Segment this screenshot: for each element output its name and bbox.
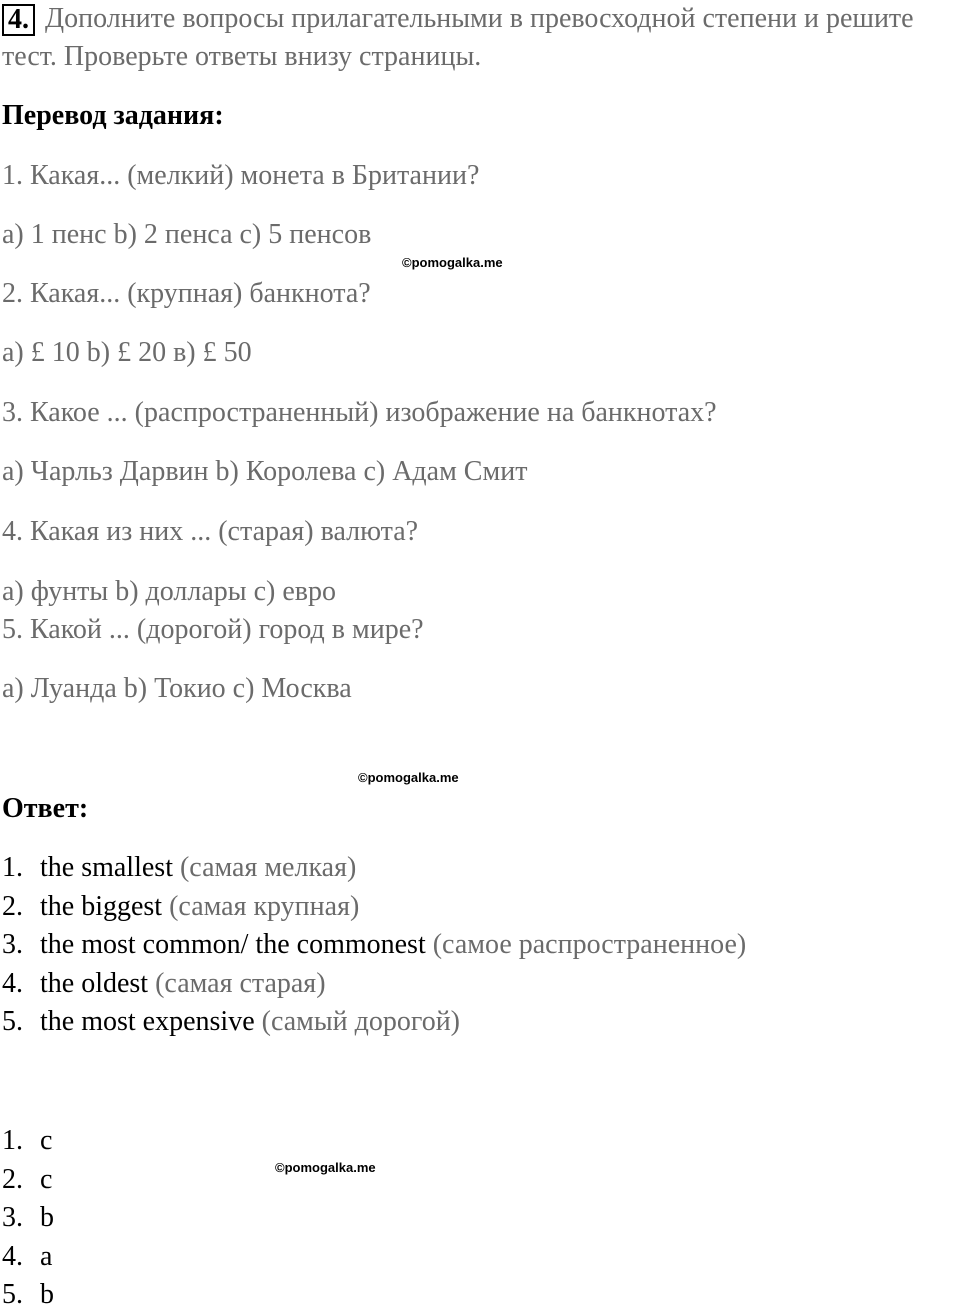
test-answer-item: [2, 1202, 54, 1234]
answer-item: [2, 929, 746, 961]
answer-russian: (самый дорогой): [261, 1006, 461, 1037]
answer-number: 2.: [2, 891, 23, 922]
question-3: 3. Какое ... (распространенный) изображение на банкнотах?: [2, 397, 717, 428]
test-answer-item: [2, 1125, 52, 1157]
test-answer-number: 2.: [2, 1164, 23, 1195]
test-answer-item: [2, 1279, 54, 1311]
task-text-line-2: тест. Проверьте ответы внизу страницы.: [2, 41, 482, 72]
test-answer-value: c: [40, 1125, 53, 1156]
answer-english: the oldest: [40, 968, 149, 999]
question-5: 5. Какой ... (дорогой) город в мире?: [2, 614, 424, 645]
question-1: 1. Какая... (мелкий) монета в Британии?: [2, 160, 480, 191]
test-answer-number: 1.: [2, 1125, 23, 1156]
watermark: ©pomogalka.me: [275, 1160, 376, 1175]
answer-item: [2, 968, 326, 1000]
watermark: ©pomogalka.me: [358, 770, 459, 785]
task-text-line-1: Дополните вопросы прилагательными в превосходной степени и решите: [45, 3, 914, 34]
answer-number: 1.: [2, 852, 23, 883]
answer-english: the smallest: [40, 852, 173, 883]
answer-item: [2, 891, 359, 923]
answer-russian: (самое распространенное): [432, 929, 747, 960]
question-4: 4. Какая из них ... (старая) валюта?: [2, 516, 419, 547]
translation-heading: Перевод задания:: [2, 100, 224, 131]
answer-number: 4.: [2, 968, 23, 999]
test-answer-number: 4.: [2, 1241, 23, 1272]
answer-russian: (самая старая): [155, 968, 326, 999]
answer-english: the most expensive: [40, 1006, 255, 1037]
question-3-options: a) Чарльз Дарвин b) Королева c) Адам Смит: [2, 456, 528, 487]
watermark: ©pomogalka.me: [402, 255, 503, 270]
answer-item: [2, 852, 356, 884]
question-5-options: a) Луанда b) Токио c) Москва: [2, 673, 352, 704]
question-2-options: a) £ 10 b) £ 20 в) £ 50: [2, 337, 252, 368]
test-answer-value: a: [40, 1241, 53, 1272]
test-answer-value: b: [40, 1279, 54, 1310]
test-answer-item: [2, 1164, 52, 1196]
answer-russian: (самая крупная): [169, 891, 360, 922]
test-answer-item: [2, 1241, 52, 1273]
task-statement-line-1: [2, 4, 914, 36]
answer-number: 3.: [2, 929, 23, 960]
answer-english: the most common/ the commonest: [40, 929, 426, 960]
test-answer-number: 5.: [2, 1279, 23, 1310]
test-answer-value: c: [40, 1164, 53, 1195]
question-1-options: a) 1 пенс b) 2 пенса c) 5 пенсов: [2, 219, 372, 250]
question-4-options: a) фунты b) доллары c) евро: [2, 576, 337, 607]
test-answer-number: 3.: [2, 1202, 23, 1233]
task-number-badge: 4.: [2, 4, 35, 36]
answer-heading: Ответ:: [2, 793, 89, 824]
answer-number: 5.: [2, 1006, 23, 1037]
test-answer-value: b: [40, 1202, 54, 1233]
answer-russian: (самая мелкая): [179, 852, 357, 883]
answer-english: the biggest: [40, 891, 163, 922]
answer-item: [2, 1006, 460, 1038]
question-2: 2. Какая... (крупная) банкнота?: [2, 278, 371, 309]
